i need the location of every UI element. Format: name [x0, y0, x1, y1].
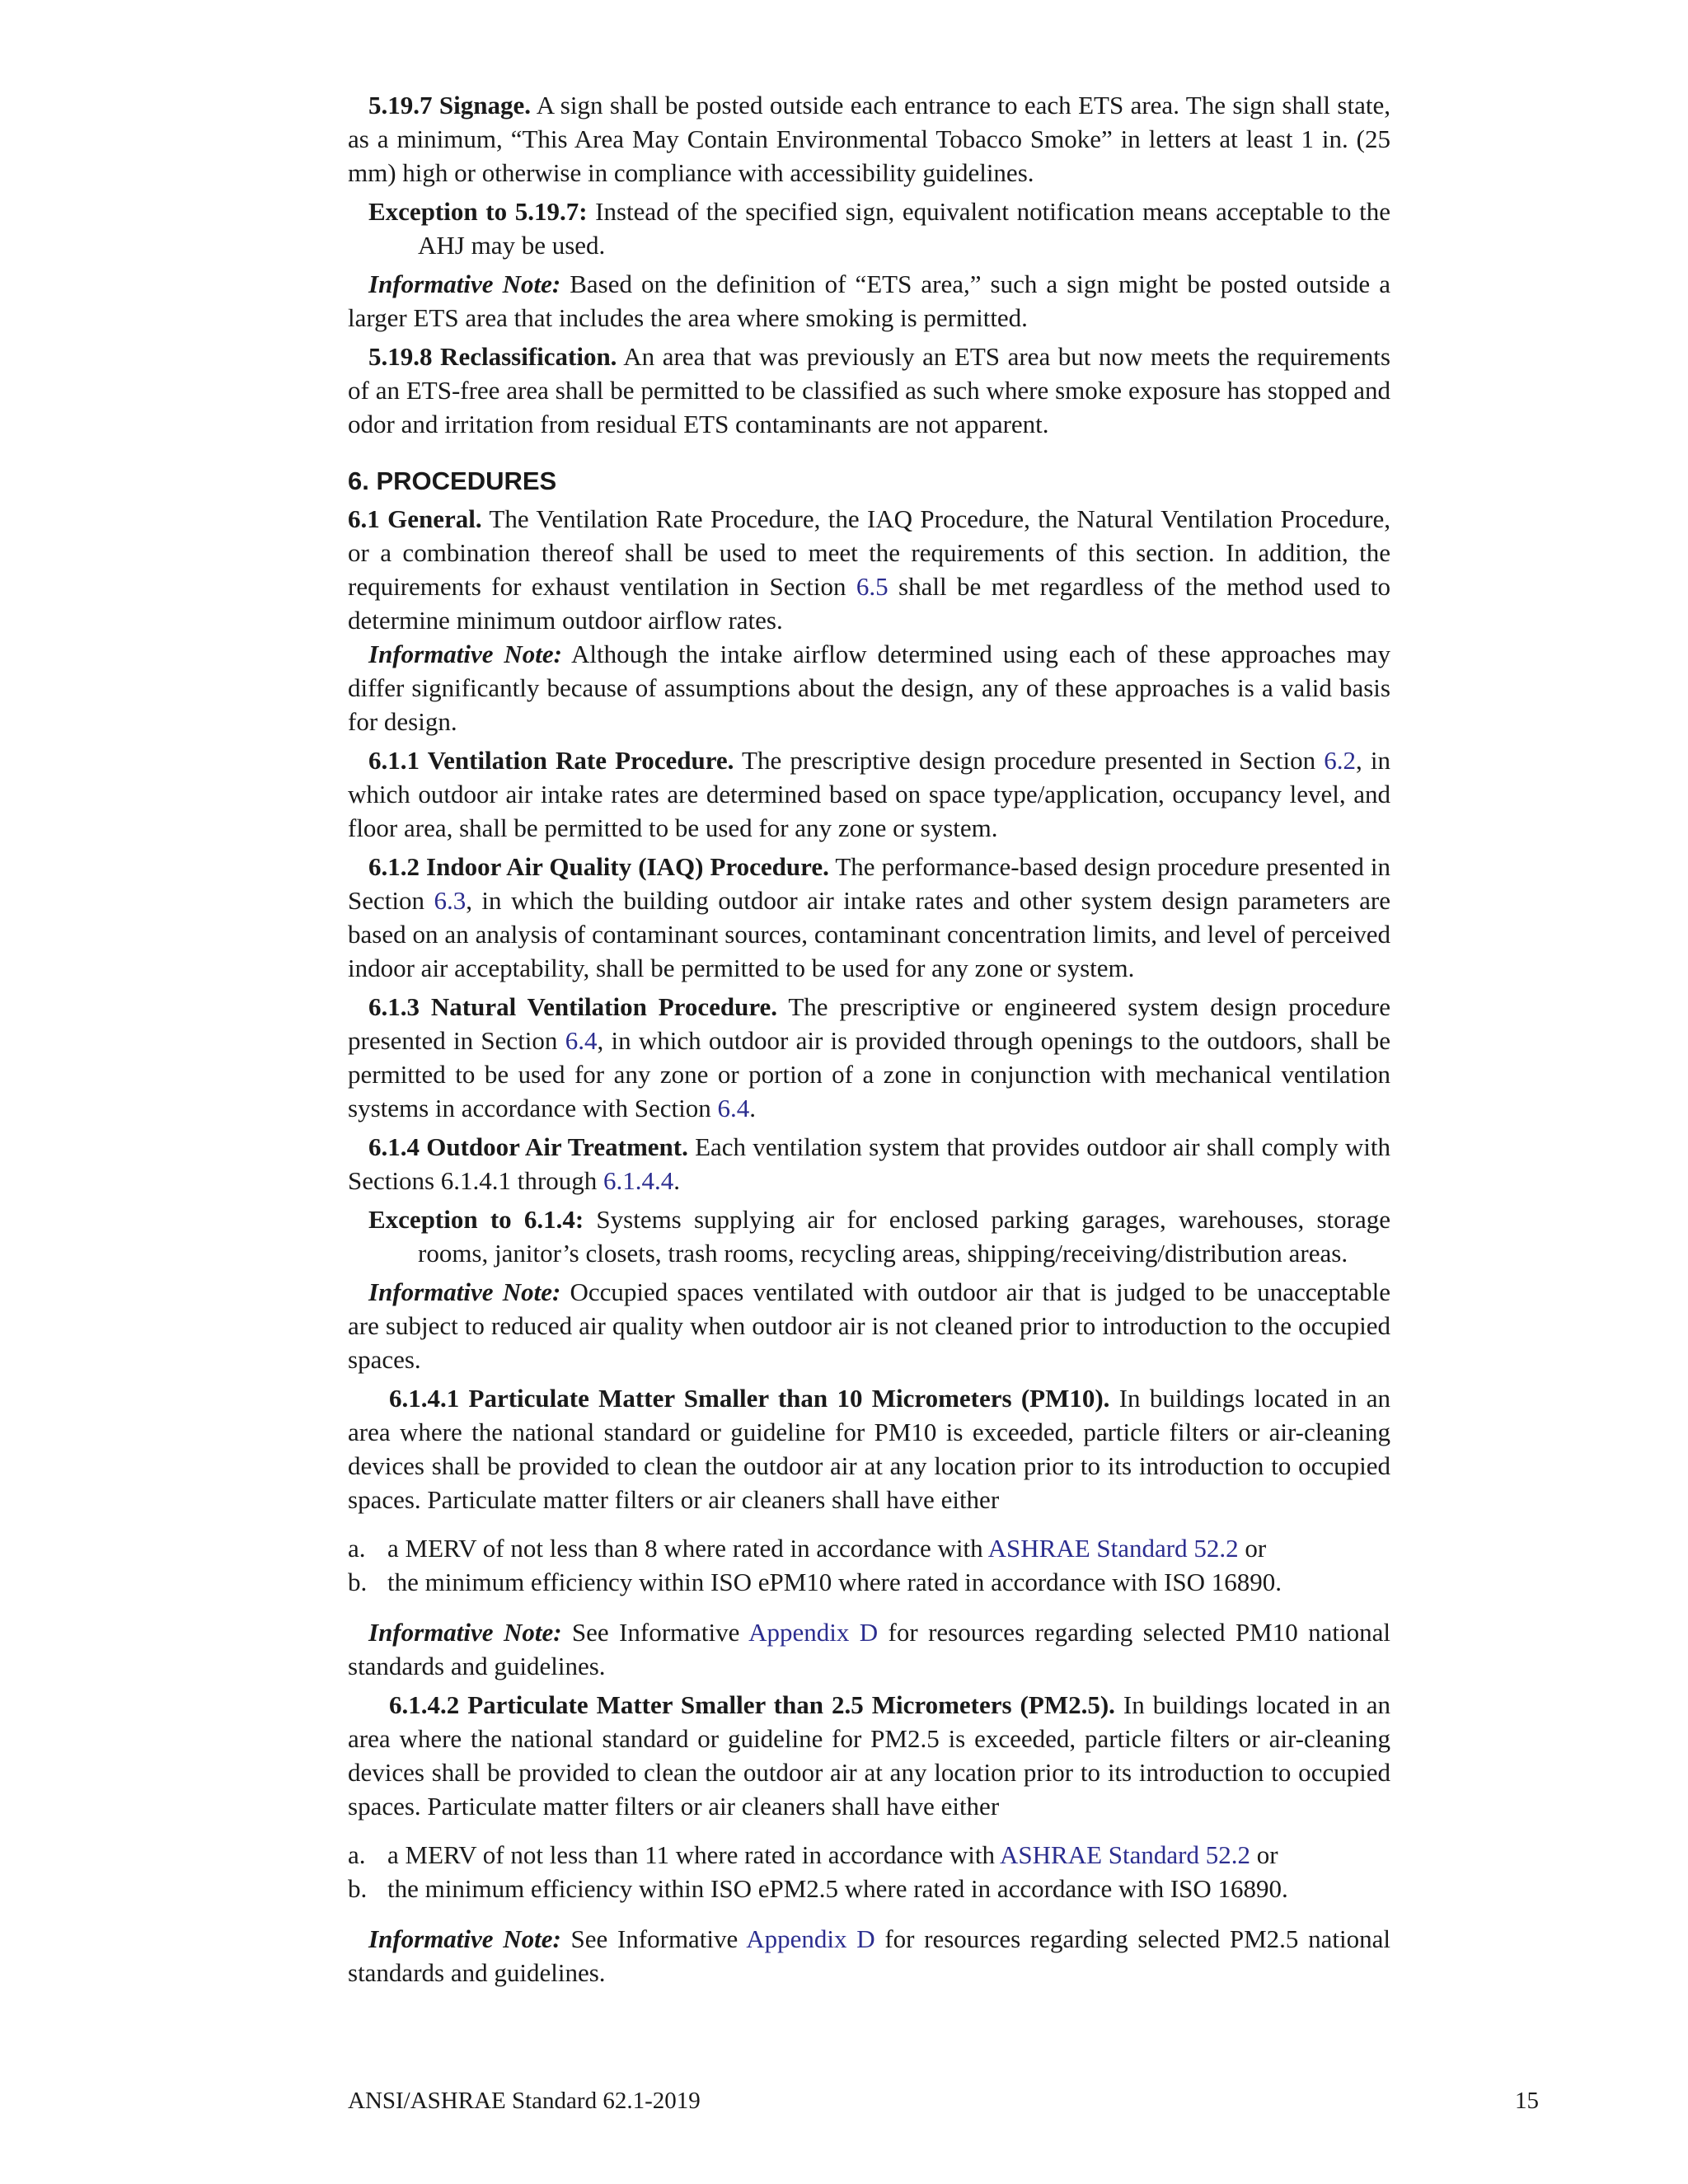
section-text: The Ventilation Rate Procedure, the IAQ Procedure, the Natural Ventilation Procedure, or a combination thereof shall be used to meet the requirements of this section. In addition, the requirements for exhaust ventilation in Section [348, 504, 1390, 601]
section-text: , in which outdoor air intake rates are determined based on space type/application, occupancy level, and floor area, shall be permitted to be used for any zone or system. [348, 746, 1390, 842]
section-label: 6.1.4.1 Particulate Matter Smaller than 10 Micrometers (PM10). [389, 1384, 1110, 1413]
informative-note-5-19-7 [348, 267, 1390, 335]
note-text: for resources regarding selected PM10 national standards and guidelines. [348, 1618, 1390, 1680]
note-label: Informative Note: [368, 1277, 561, 1306]
link-section-6-5[interactable]: 6.5 [856, 572, 889, 601]
note-text: See Informative [561, 1618, 749, 1647]
section-text: The prescriptive design procedure presented in Section [734, 746, 1325, 775]
list-item [348, 1872, 1390, 1905]
exception-label: Exception to 6.1.4: [368, 1205, 584, 1234]
list-item [348, 1565, 1390, 1599]
footer-standard-name: ANSI/ASHRAE Standard 62.1-2019 [348, 2088, 701, 2114]
link-appendix-d[interactable]: Appendix D [746, 1924, 875, 1953]
section-5-19-8 [348, 340, 1390, 441]
exception-text: Instead of the specified sign, equivalent notification means acceptable to the AHJ may be used. [418, 197, 1391, 260]
note-text: Occupied spaces ventilated with outdoor air that is judged to be unacceptable are subject to reduced air quality when outdoor air is not cleaned prior to introduction to the occupied spaces. [348, 1277, 1391, 1374]
list-marker: a. [348, 1840, 366, 1869]
section-label: 6.1.2 Indoor Air Quality (IAQ) Procedure. [368, 852, 829, 881]
section-label: 6.1.4 Outdoor Air Treatment. [368, 1132, 688, 1161]
section-text: The prescriptive or engineered system design procedure presented in Section [348, 992, 1391, 1055]
section-text: , in which the building outdoor air intake rates and other system design parameters are based on an analysis of contaminant sources, contaminant concentration limits, and level of perceived indoor air acceptability, shall be permitted to be used for any zone or system. [348, 886, 1390, 982]
note-text: for resources regarding selected PM2.5 national standards and guidelines. [348, 1924, 1390, 1987]
informative-note-6-1-4-1 [348, 1615, 1390, 1683]
link-section-6-4[interactable]: 6.4 [717, 1094, 750, 1122]
list-item-text: or [1238, 1534, 1267, 1563]
footer-page-number: 15 [1515, 2088, 1539, 2114]
section-label: 6.1.1 Ventilation Rate Procedure. [368, 746, 734, 775]
section-6-heading: 6. PROCEDURES [348, 466, 557, 495]
note-text: Based on the definition of “ETS area,” such a sign might be posted outside a larger ETS area that includes the area where smoking is permitted. [348, 269, 1390, 332]
note-label: Informative Note: [368, 640, 562, 668]
section-text: Each ventilation system that provides outdoor air shall comply with Sections 6.1.4.1 through [348, 1132, 1390, 1195]
section-label: 5.19.7 Signage. [368, 91, 532, 120]
informative-note-6-1-4 [348, 1275, 1390, 1376]
section-text: In buildings located in an area where the national standard or guideline for PM10 is exceeded, particle filters or air-cleaning devices shall be provided to clean the outdoor air at any location prior to its introduction to occupied spaces. Particulate matter filters or air cleaners shall have either [348, 1384, 1390, 1514]
exception-text: Systems supplying air for enclosed parking garages, warehouses, storage rooms, janitor’s closets, trash rooms, recycling areas, shipping/receiving/distribution areas. [418, 1205, 1391, 1268]
link-section-6-1-4-4[interactable]: 6.1.4.4 [603, 1166, 674, 1195]
section-6-1-4 [348, 1130, 1390, 1197]
list-item-text: or [1250, 1840, 1278, 1869]
section-label: 5.19.8 Reclassification. [368, 342, 617, 371]
exception-6-1-4 [348, 1202, 1390, 1270]
section-text: , in which outdoor air is provided through openings to the outdoors, shall be permitted to be used for any zone or portion of a zone in conjunction with mechanical ventilation systems in accordance with Section [348, 1026, 1390, 1122]
section-6-1-1 [348, 743, 1390, 845]
page-body [348, 88, 1390, 1990]
section-text: . [673, 1166, 680, 1195]
section-label: 6.1.3 Natural Ventilation Procedure. [368, 992, 778, 1021]
note-label: Informative Note: [368, 1618, 562, 1647]
section-6-1-4-1 [348, 1381, 1390, 1516]
list-item [348, 1531, 1390, 1565]
section-text: . [749, 1094, 757, 1122]
requirement-list-pm10 [348, 1531, 1390, 1599]
note-label: Informative Note: [368, 269, 561, 298]
list-item-text: the minimum efficiency within ISO ePM10 where rated in accordance with ISO 16890. [387, 1568, 1282, 1596]
list-marker: b. [348, 1568, 368, 1596]
list-marker: b. [348, 1874, 368, 1903]
list-item-text: a MERV of not less than 11 where rated in accordance with [387, 1840, 1001, 1869]
link-ashrae-standard-52-2[interactable]: ASHRAE Standard 52.2 [1000, 1840, 1250, 1869]
section-label: 6.1 General. [348, 504, 482, 533]
list-item-text: a MERV of not less than 8 where rated in accordance with [387, 1534, 988, 1563]
link-appendix-d[interactable]: Appendix D [748, 1618, 879, 1647]
exception-label: Exception to 5.19.7: [368, 197, 588, 226]
section-6-1-3 [348, 990, 1390, 1125]
section-text: In buildings located in an area where the national standard or guideline for PM2.5 is exceeded, particle filters or air-cleaning devices shall be provided to clean the outdoor air at any location prior to its introduction to occupied spaces. Particulate matter filters or air cleaners shall have either [348, 1690, 1391, 1821]
list-item [348, 1838, 1390, 1872]
list-item-text: the minimum efficiency within ISO ePM2.5 where rated in accordance with ISO 16890. [387, 1874, 1288, 1903]
section-6-1 [348, 502, 1390, 637]
section-text: shall be met regardless of the method used to determine minimum outdoor airflow rates. [348, 572, 1390, 635]
list-marker: a. [348, 1534, 366, 1563]
informative-note-6-1 [348, 637, 1390, 738]
note-text: See Informative [560, 1924, 747, 1953]
section-text: A sign shall be posted outside each entrance to each ETS area. The sign shall state, as a minimum, “This Area May Contain Environmental Tobacco Smoke” in letters at least 1 in. (25 mm) high or otherwise in compliance with accessibility guidelines. [348, 91, 1390, 187]
section-5-19-7 [348, 88, 1390, 190]
note-label: Informative Note: [368, 1924, 561, 1953]
section-6-1-4-2 [348, 1688, 1390, 1823]
section-6-1-2 [348, 850, 1390, 985]
exception-5-19-7 [348, 194, 1390, 262]
section-text: The performance-based design procedure presented in Section [348, 852, 1390, 915]
link-section-6-4[interactable]: 6.4 [565, 1026, 598, 1055]
link-section-6-2[interactable]: 6.2 [1324, 746, 1356, 775]
section-label: 6.1.4.2 Particulate Matter Smaller than 2.5 Micrometers (PM2.5). [389, 1690, 1115, 1719]
informative-note-6-1-4-2 [348, 1922, 1390, 1990]
requirement-list-pm2-5 [348, 1838, 1390, 1905]
link-section-6-3[interactable]: 6.3 [434, 886, 467, 915]
note-text: Although the intake airflow determined using each of these approaches may differ significantly because of assumptions about the design, any of these approaches is a valid basis for design. [348, 640, 1390, 736]
link-ashrae-standard-52-2[interactable]: ASHRAE Standard 52.2 [987, 1534, 1239, 1563]
section-text: An area that was previously an ETS area but now meets the requirements of an ETS-free area shall be permitted to be classified as such where smoke exposure has stopped and odor and irritation from residual ETS contaminants are not apparent. [348, 342, 1390, 438]
